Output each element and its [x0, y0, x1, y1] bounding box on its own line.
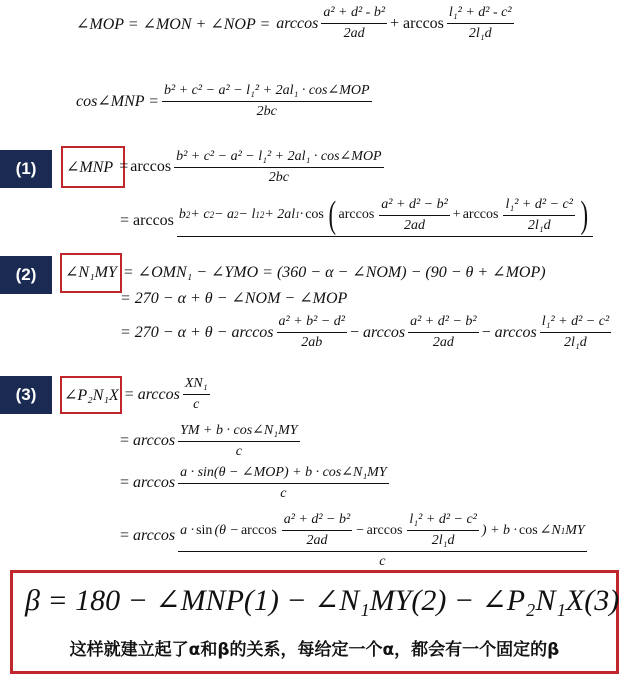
eq-n1my-line3: = 270 − α + θ − arccos $\frac{\text{a² + b² − d²}}{2ab}$ − arccos $\frac{\text{a² + d² − b²}}{2ad}$ − arccos $\frac{\text{l₁² + d² − c²}}{\text{2l₁d}}$ — [120, 314, 610, 350]
mnp-box-label: ∠MNP — [66, 159, 114, 176]
fraction — [447, 5, 514, 42]
tag-2: (2) — [0, 256, 52, 294]
eq-mop-lhs: ∠MOP = ∠MON + ∠NOP = — [76, 15, 271, 33]
n1my-line2: = 270 − α + θ − ∠NOM − ∠MOP — [120, 290, 348, 307]
fraction — [178, 512, 587, 569]
eq-mnp-expanded: = arccos b 2 + c 2 − a 2 − l 1 2 + 2al 1 · cos ( arccos $\frac{\text{a² + d² − b²}}{2ad}$ + arccos $\frac{\text{l₁² + d² − c²}}{\text{2l₁d}}$ ) — [120, 196, 596, 245]
arccos-label: arccos — [276, 14, 319, 32]
numerator: l₁² + d² - c² — [447, 5, 514, 24]
eq-p2n1x-line2: = arccos $\frac{\text{YM + b · cos∠N₁MY}}{c}$ — [120, 423, 298, 459]
fraction — [178, 422, 299, 460]
eq-p2n1x: ∠P₂N₁X = arccos $\frac{\text{XN₁}}{c}$ — [64, 376, 208, 412]
tag-3: (3) — [0, 376, 52, 414]
fraction — [178, 464, 389, 502]
denominator: c — [379, 554, 386, 569]
denominator: c — [280, 486, 287, 501]
tag-1: (1) — [0, 150, 52, 188]
n1my-line3-prefix: = 270 − α + θ − — [120, 323, 228, 341]
fraction — [174, 148, 384, 186]
fraction — [183, 376, 210, 413]
denominator: 2l₁d — [564, 335, 587, 350]
fraction — [177, 196, 593, 245]
arccos-label: arccos — [130, 158, 172, 175]
numerator: b 2 + c 2 − a 2 − l 1 2 + 2al 1 · cos ( arccos $\frac{\text{a² + d² − b²}}{2ad}$ + arccos $\frac{\text{l₁² + d² − c²}}{\text{2l₁d}}$ ) — [177, 196, 593, 237]
numerator: a · sin(θ − ∠MOP) + b · cos∠N₁MY — [178, 464, 389, 484]
numerator: YM + b · cos∠N₁MY — [178, 422, 299, 442]
n1my-box-label: ∠N₁MY — [65, 264, 117, 281]
numerator: b² + c² − a² − l₁² + 2al₁ · cos∠MOP — [162, 82, 372, 102]
arccos-label: arccos — [403, 14, 444, 32]
eq-mop: ∠MOP = ∠MON + ∠NOP = arccos $\frac{\text{a² + d² - b²}}{2ad}$ + arccos $\frac{\text{l₁² + d² - c²}}{\text{2l₁d}}$ — [76, 5, 512, 41]
denominator: 2bc — [256, 104, 277, 119]
arccos-label: arccos — [231, 323, 274, 341]
denominator: 2ad — [432, 335, 454, 350]
fraction — [321, 5, 387, 42]
numerator: l₁² + d² − c² — [540, 314, 611, 333]
numerator: XN₁ — [183, 376, 210, 395]
eq-n1my — [65, 262, 546, 282]
beta-equation: β = 180 − ∠MNP(1) − ∠N₁MY(2) − ∠P₂N₁X(3) — [25, 584, 620, 617]
arccos-label: arccos — [137, 385, 180, 403]
numerator: a² + d² - b² — [321, 5, 387, 24]
denominator: c — [193, 397, 200, 412]
denominator: 2ad — [343, 26, 365, 41]
summary-box — [10, 570, 619, 674]
denominator: 2bc — [268, 170, 289, 185]
eq-mnp: ∠MNP = arccos $\frac{\text{b² + c² − a² − l₁² + 2al₁ · cos∠MOP}}{2bc}$ — [66, 149, 382, 185]
numerator: a · sin (θ − arccos $\frac{\text{a² + d² − b²}}{2ad}$ − arccos $\frac{\text{l₁² + d² − c²}}{\text{2l₁d}}$ ) + b · cos ∠N 1 MY — [178, 512, 587, 552]
fraction — [277, 314, 348, 351]
eq-cos-mnp-lhs: cos∠MNP = — [76, 93, 160, 110]
denominator: 2l₁d — [468, 26, 492, 41]
denominator: c — [235, 444, 242, 459]
fraction — [162, 82, 372, 120]
arccos-label: arccos — [133, 432, 176, 449]
eq-p2n1x-line3: = arccos $\frac{\text{a · sin(θ − ∠MOP) + b · cos∠N₁MY}}{c}$ — [120, 465, 387, 501]
fraction — [540, 314, 611, 351]
eq-cos-mnp — [76, 82, 375, 120]
arccos-label: arccos — [133, 474, 176, 491]
numerator: a² + d² − b² — [408, 314, 479, 333]
p2n1x-box-label: ∠P₂N₁X — [64, 386, 119, 404]
arccos-label: arccos — [133, 211, 174, 229]
arccos-label: arccos — [133, 527, 176, 544]
denominator: 2ab — [301, 335, 323, 350]
arccos-label: arccos — [363, 323, 406, 341]
arccos-label: arccos — [494, 323, 537, 341]
summary-caption: 这样就建立起了α和β的关系，每给定一个α，都会有一个固定的β — [69, 640, 560, 660]
fraction — [408, 314, 479, 351]
numerator: b² + c² − a² − l₁² + 2al₁ · cos∠MOP — [174, 148, 384, 168]
n1my-line1: = ∠OMN₁ − ∠YMO = (360 − α − ∠NOM) − (90 − θ + ∠MOP) — [122, 264, 546, 281]
eq-n1my-line2 — [120, 288, 347, 308]
numerator: a² + b² − d² — [277, 314, 348, 333]
eq-p2n1x-line4: = arccos a · sin (θ − arccos $\frac{\text{a² + d² − b²}}{2ad}$ − arccos $\frac{\text{l₁² + d² − c²}}{\text{2l₁d}}$ ) + b · cos ∠N 1 MY c — [120, 512, 585, 569]
